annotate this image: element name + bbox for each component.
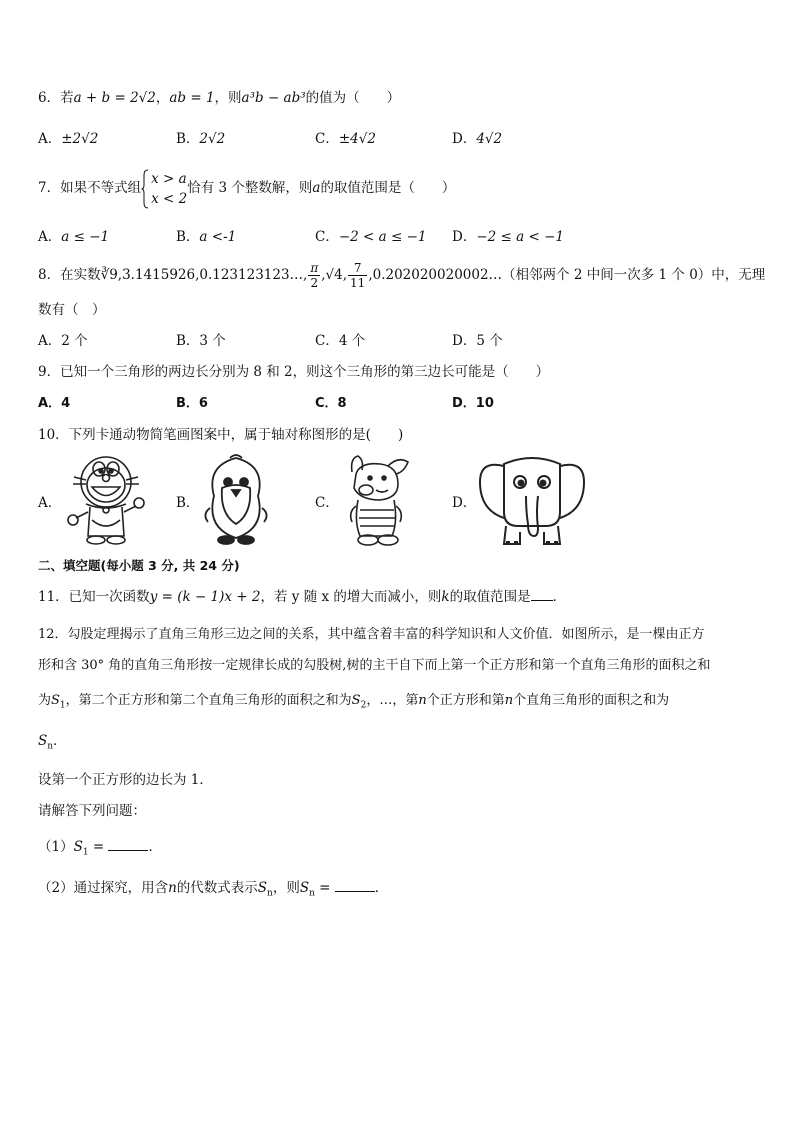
subscript: 1 bbox=[82, 847, 89, 858]
question-number: 8． bbox=[38, 267, 61, 283]
question-text: 如果不等式组 bbox=[60, 180, 142, 196]
answer-blank[interactable] bbox=[108, 836, 148, 851]
option-value: 5 个 bbox=[476, 333, 503, 349]
equals: = bbox=[314, 880, 335, 896]
section-2-title bbox=[38, 556, 240, 576]
fraction-pi-over-2 bbox=[308, 261, 320, 290]
option-value: 6 bbox=[198, 396, 208, 411]
question-text: 个正方形和第 bbox=[426, 693, 505, 708]
option-letter: D． bbox=[452, 333, 477, 349]
answer-blank[interactable] bbox=[531, 586, 553, 601]
option-c[interactable] bbox=[315, 227, 426, 247]
question-9 bbox=[38, 362, 549, 382]
option-letter: C． bbox=[315, 229, 339, 245]
denominator: 2 bbox=[310, 276, 319, 290]
question-text: 设第一个正方形的边长为 1． bbox=[38, 772, 213, 788]
s1-symbol bbox=[51, 693, 66, 711]
option-letter: B． bbox=[176, 131, 200, 147]
punctuation: ． bbox=[53, 733, 67, 749]
question-12-line-4 bbox=[38, 731, 67, 757]
subscript: n bbox=[47, 741, 54, 752]
punctuation: ． bbox=[552, 589, 567, 605]
option-letter: D． bbox=[452, 131, 477, 147]
variable: n bbox=[504, 693, 514, 708]
cartoon-penguin-icon bbox=[200, 452, 272, 550]
cartoon-elephant-icon bbox=[476, 452, 588, 550]
question-text: （2）通过探究，用含 bbox=[38, 880, 169, 896]
denominator: 11 bbox=[350, 276, 366, 290]
option-d[interactable] bbox=[452, 129, 502, 149]
symbol: S bbox=[51, 693, 60, 708]
option-d[interactable] bbox=[452, 227, 564, 247]
subscript: n bbox=[267, 888, 273, 899]
option-letter: D． bbox=[452, 396, 476, 411]
option-a[interactable] bbox=[38, 394, 70, 414]
option-letter: A． bbox=[38, 333, 62, 349]
option-a[interactable] bbox=[38, 331, 88, 351]
option-letter: B． bbox=[176, 495, 200, 511]
question-8-line-2 bbox=[38, 300, 106, 320]
equals: = bbox=[88, 839, 109, 855]
inequality-1: x > a bbox=[151, 170, 187, 187]
option-a[interactable] bbox=[38, 129, 98, 149]
question-6 bbox=[38, 88, 400, 108]
option-letter: A． bbox=[38, 396, 62, 411]
s2-symbol bbox=[351, 693, 367, 711]
question-text: 的取值范围是 bbox=[449, 589, 531, 605]
option-b[interactable] bbox=[176, 129, 225, 149]
math-expression: ab = 1 bbox=[169, 90, 215, 106]
option-d[interactable] bbox=[452, 493, 476, 513]
question-11 bbox=[38, 586, 566, 607]
question-7 bbox=[38, 168, 455, 209]
section-title: 二、填空题(每小题 3 分, 共 24 分) bbox=[38, 558, 240, 573]
question-number: 6． bbox=[38, 90, 61, 106]
math-expression: a³b − ab³ bbox=[241, 90, 306, 106]
question-text: 的值为（ ） bbox=[305, 90, 401, 106]
option-b[interactable] bbox=[176, 493, 199, 513]
question-text: 9．已知一个三角形的两边长分别为 8 和 2，则这个三角形的第三边长可能是（ ） bbox=[38, 364, 550, 380]
sn-symbol bbox=[299, 880, 315, 899]
numerator: π bbox=[310, 261, 319, 275]
question-12-line-5 bbox=[38, 770, 213, 790]
number-list: ∛9,3.1415926,0.123123123…, bbox=[100, 267, 308, 283]
question-10 bbox=[38, 425, 403, 445]
number-list: ,√4, bbox=[321, 267, 348, 283]
symbol: S bbox=[351, 693, 361, 708]
math-expression: y = (k − 1)x + 2 bbox=[149, 589, 261, 605]
variable: a bbox=[312, 180, 321, 196]
answer-blank[interactable] bbox=[335, 877, 375, 892]
question-text: 的取值范围是（ ） bbox=[320, 180, 456, 196]
question-12-line-6 bbox=[38, 801, 146, 821]
question-text: 个直角三角形的面积之和为 bbox=[513, 693, 670, 708]
question-12-line-2 bbox=[38, 656, 710, 676]
variable: k bbox=[441, 589, 450, 605]
option-value: 2√2 bbox=[199, 131, 226, 147]
question-text: ，则 bbox=[272, 880, 300, 896]
symbol: S bbox=[73, 839, 83, 855]
question-text: 在实数 bbox=[60, 267, 101, 283]
option-letter: C． bbox=[315, 396, 338, 411]
question-text: 12．勾股定理揭示了直角三角形三边之间的关系，其中蕴含着丰富的科学知识和人文价值．如图所示，是一棵由正方 bbox=[38, 627, 705, 642]
question-text: ，若 y 随 x 的增大而减小，则 bbox=[260, 589, 442, 605]
option-c[interactable] bbox=[315, 493, 339, 513]
math-expression: a + b = 2√2 bbox=[73, 90, 156, 106]
option-value: 2 个 bbox=[61, 333, 88, 349]
question-text: 数有（ ） bbox=[38, 302, 106, 318]
option-a[interactable] bbox=[38, 227, 109, 247]
option-letter: C． bbox=[315, 131, 339, 147]
option-c[interactable] bbox=[315, 129, 376, 149]
option-value: ±4√2 bbox=[338, 131, 376, 147]
symbol: S bbox=[299, 880, 310, 896]
question-number: 7． bbox=[38, 180, 61, 196]
option-value: 4 bbox=[61, 396, 71, 411]
option-a[interactable] bbox=[38, 493, 61, 513]
sn-symbol bbox=[38, 733, 54, 752]
option-c[interactable] bbox=[315, 331, 365, 351]
question-text: 若 bbox=[60, 90, 74, 106]
inequality-system bbox=[141, 169, 187, 209]
option-value: 8 bbox=[337, 396, 347, 411]
option-b[interactable] bbox=[176, 331, 226, 351]
option-b[interactable] bbox=[176, 227, 236, 247]
question-12-line-1 bbox=[38, 625, 705, 645]
sub-question-number: （1） bbox=[38, 839, 74, 855]
question-text: ，第二个正方形和第二个直角三角形的面积之和为 bbox=[65, 693, 352, 708]
cartoon-piglet-icon bbox=[340, 452, 414, 550]
option-value: 10 bbox=[475, 396, 494, 411]
subscript: 2 bbox=[360, 700, 367, 711]
question-12-line-3 bbox=[38, 691, 669, 716]
question-text: 11．已知一次函数 bbox=[38, 589, 150, 605]
option-value: 4√2 bbox=[476, 131, 503, 147]
option-letter: D． bbox=[452, 495, 477, 511]
punctuation: ． bbox=[374, 880, 389, 896]
question-text: 形和含 30° 角的直角三角形按一定规律长成的勾股树,树的主干自下而上第一个正方形和第一个直角三角形的面积之和 bbox=[38, 658, 711, 673]
punctuation: ， bbox=[155, 90, 170, 106]
question-text: ，则 bbox=[214, 90, 242, 106]
option-value: a <-1 bbox=[199, 229, 237, 245]
inequality-2: x < 2 bbox=[151, 190, 188, 207]
option-letter: C． bbox=[315, 333, 339, 349]
option-letter: A． bbox=[38, 495, 62, 511]
question-text: 10．下列卡通动物简笔画图案中，属于轴对称图形的是( ) bbox=[38, 427, 404, 443]
question-text: 恰有 3 个整数解，则 bbox=[187, 180, 313, 196]
question-8 bbox=[38, 258, 765, 292]
option-b[interactable] bbox=[176, 394, 208, 414]
s1-symbol bbox=[73, 839, 89, 858]
subscript: 1 bbox=[59, 700, 66, 711]
question-text: ，…，第 bbox=[366, 693, 419, 708]
option-letter: C． bbox=[315, 495, 339, 511]
cartoon-cat-robot-icon bbox=[62, 452, 150, 550]
punctuation: ． bbox=[148, 839, 162, 855]
option-letter: D． bbox=[452, 229, 477, 245]
option-letter: B． bbox=[176, 229, 200, 245]
option-value: 4 个 bbox=[338, 333, 366, 349]
option-value: 3 个 bbox=[199, 333, 226, 349]
question-12-sub-2 bbox=[38, 877, 388, 904]
numerator: 7 bbox=[348, 261, 367, 276]
question-12-sub-1 bbox=[38, 836, 162, 863]
question-text: 的代数式表示 bbox=[176, 880, 258, 896]
option-c[interactable] bbox=[315, 394, 347, 414]
number-list: ,0.202020020002…（相邻两个 2 中间一次多 1 个 0）中，无理 bbox=[368, 267, 766, 283]
symbol: S bbox=[257, 880, 268, 896]
question-text: 为 bbox=[38, 693, 52, 708]
option-value: −2 ≤ a < −1 bbox=[476, 229, 564, 245]
symbol: S bbox=[38, 733, 48, 749]
fraction-7-over-11 bbox=[348, 261, 367, 290]
option-letter: B． bbox=[176, 333, 200, 349]
sn-symbol bbox=[257, 880, 273, 899]
option-value: a ≤ −1 bbox=[61, 229, 110, 245]
option-letter: B． bbox=[176, 396, 199, 411]
option-value: ±2√2 bbox=[61, 131, 99, 147]
option-d[interactable] bbox=[452, 331, 503, 351]
option-letter: A． bbox=[38, 131, 62, 147]
variable: n bbox=[418, 693, 427, 708]
variable: n bbox=[168, 880, 177, 896]
option-value: −2 < a ≤ −1 bbox=[338, 229, 427, 245]
subscript: n bbox=[309, 888, 315, 899]
option-d[interactable] bbox=[452, 394, 494, 414]
question-text: 请解答下列问题： bbox=[38, 803, 146, 819]
left-brace-icon bbox=[141, 169, 149, 209]
option-letter: A． bbox=[38, 229, 62, 245]
